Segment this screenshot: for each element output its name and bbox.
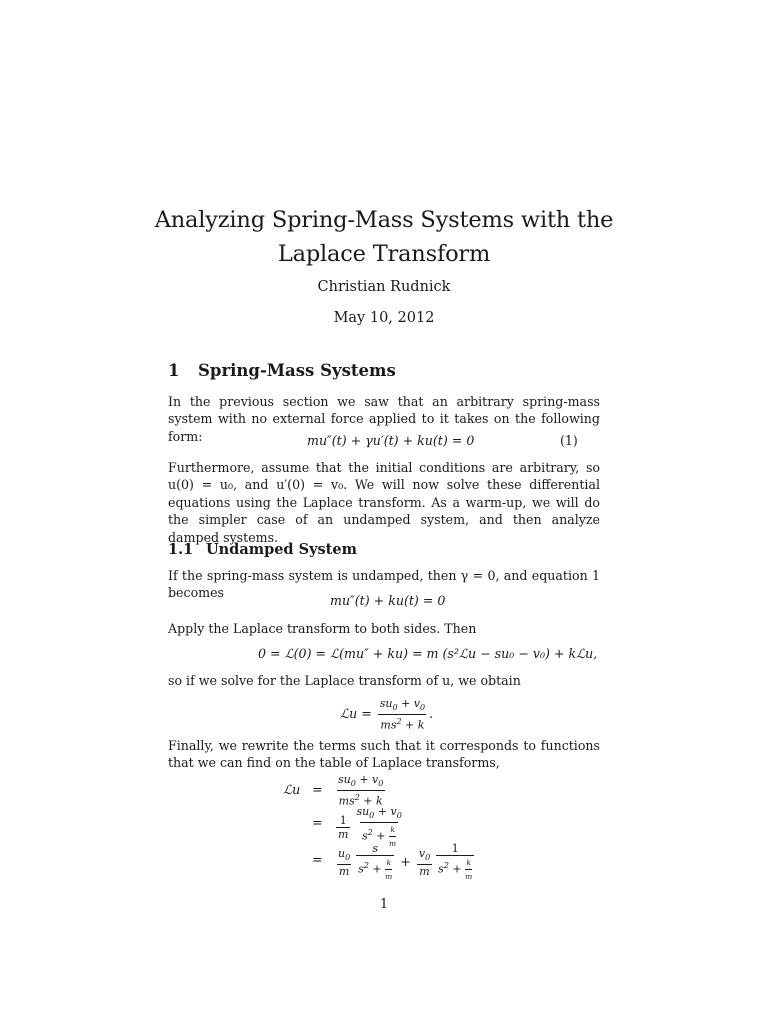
derivation-line-1: $\frac{su_0 + v_0}{ms^2 + k}$ — [338, 773, 384, 808]
subsection-title: Undamped System — [206, 541, 357, 558]
derivation-lhs: ℒu — [283, 782, 301, 797]
equation-3: 0 = ℒ(0) = ℒ(mu″ + ku) = m (s²ℒu − su₀ − v₀) + kℒu, — [258, 646, 598, 661]
paragraph-intro: In the previous section we saw that an arbitrary spring-mass system with no external force applied to it takes on the following form: — [168, 394, 600, 444]
derivation-equals-2: = — [312, 815, 323, 830]
section-heading — [168, 361, 396, 380]
derivation-equals-1: = — [312, 782, 323, 797]
paper-title: Analyzing Spring-Mass Systems with the Laplace Transform — [154, 207, 614, 267]
paper-date: May 10, 2012 — [333, 310, 435, 326]
paragraph-solve: so if we solve for the Laplace transform of u, we obtain — [168, 673, 521, 688]
equation-laplace-u: ℒu = $\frac{su_0 + v_0}{ms^2 + k}$ . — [340, 697, 434, 732]
derivation-line-3: $\frac{u_0}{m}$ s $s^2$ + $\frac{k}{m}$ + $\frac{v_0}{m}$ 1 $s^2$ + $\frac{k}{m}$ — [338, 842, 473, 881]
subsection-number: 1.1 — [168, 541, 194, 558]
subsection-heading — [168, 541, 357, 558]
section-title: Spring-Mass Systems — [198, 361, 396, 380]
paragraph-rewrite: Finally, we rewrite the terms such that it corresponds to functions that we can find on the table of Laplace transforms, — [168, 738, 600, 771]
equation-1: mu″(t) + γu′(t) + ku(t) = 0 — [307, 433, 475, 448]
page-number: 1 — [379, 897, 389, 912]
derivation-line-2: $\frac{1}{m}$ $su_0 + v_0$ $s^2$ + $\frac{k}{m}$ — [338, 805, 402, 849]
paragraph-undamped: If the spring-mass system is undamped, then γ = 0, and equation 1 becomes — [168, 568, 600, 601]
author-name: Christian Rudnick — [317, 279, 451, 295]
derivation-equals-3: = — [312, 852, 323, 867]
paragraph-initial-conditions: Furthermore, assume that the initial conditions are arbitrary, so u(0) = u₀, and u′(0) = v₀. We will now solve these differential equations using the Laplace transform. As a warm-up, we will do the simpler case of an undamped system, and then analyze damped systems. — [168, 460, 600, 545]
section-number: 1 — [168, 361, 180, 380]
paragraph-apply-laplace: Apply the Laplace transform to both sides. Then — [168, 621, 477, 636]
equation-1-number: (1) — [560, 433, 578, 448]
equation-2: mu″(t) + ku(t) = 0 — [330, 593, 446, 608]
